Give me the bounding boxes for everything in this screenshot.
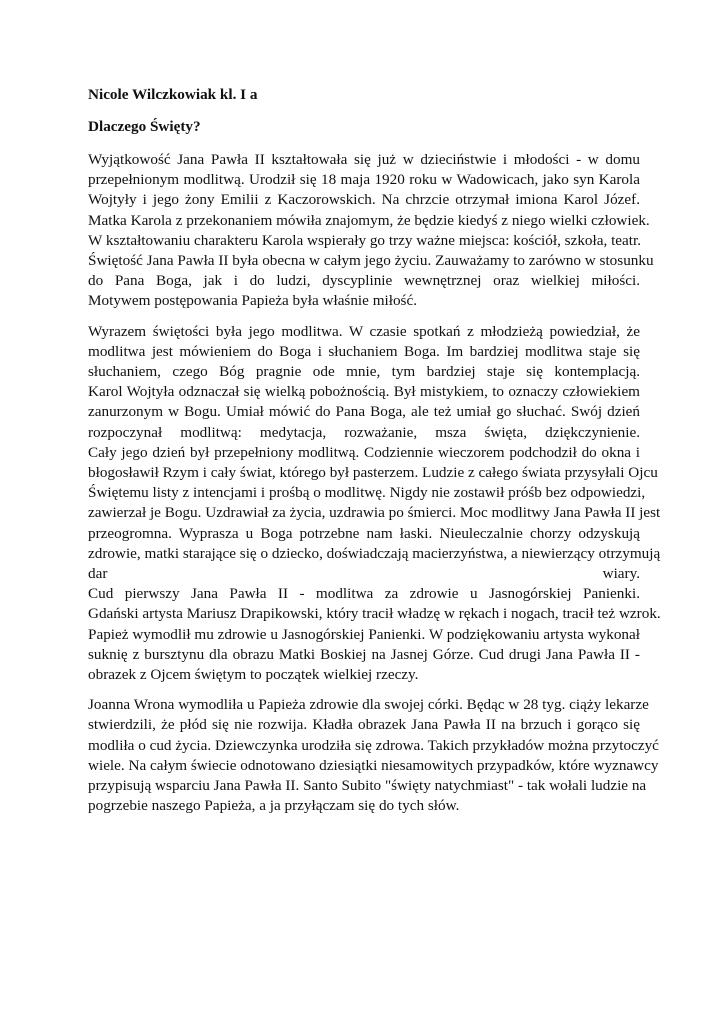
paragraph-3 [88, 695, 659, 816]
text-line: Joanna Wrona wymodliła u Papieża zdrowie dla swojej córki. Będąc w 28 tyg. ciąży lekarze [88, 696, 649, 714]
paragraph-2 [88, 322, 661, 686]
text-line: zawierzał je Bogu. Uzdrawiał za życia, uzdrawia po śmierci. Moc modlitwy Jana Pawła II jest [88, 504, 661, 522]
text-line: Gdański artysta Mariusz Drapikowski, który tracił władzę w rękach i nogach, tracił też wzrok. [88, 605, 661, 623]
text-line: W kształtowaniu charakteru Karola wspierały go trzy ważne miejsca: kościół, szkoła, teatr. [88, 231, 642, 249]
author-line: Nicole Wilczkowiak kl. I a [88, 86, 258, 103]
text-line: dar wiary. [88, 565, 640, 583]
text-line: Motywem postępowania Papieża była właśnie miłość. [88, 292, 417, 310]
text-line: do Pana Boga, jak i do ludzi, dyscyplinie wewnętrznej oraz wielkiej miłości. [88, 272, 640, 290]
text-line: przypisują wsparciu Jana Pawła II. Santo Subito "święty natychmiast" - tak wołali ludzie na [88, 777, 647, 795]
text-line: zdrowie, matki starające się o dziecko, doświadczają macierzyństwa, a niewierzący otrzymują [88, 544, 661, 562]
text-line: modlitwa jest mówieniem do Boga i słuchaniem Boga. Im bardziej modlitwa staje się [88, 342, 640, 360]
text-line: modliła o cud życia. Dziewczynka urodziła się zdrowa. Takich przykładów można przytoczyć [88, 736, 659, 754]
text-line: Wojtyły i jego żony Emilii z Kaczorowskich. Na chrzcie otrzymał imiona Karol Józef. [88, 191, 640, 209]
text-line: Papież wymodlił mu zdrowie u Jasnogórskiej Panienki. W podziękowaniu artysta wykonał [88, 625, 640, 643]
paragraph-1 [88, 150, 654, 312]
text-line: wiele. Na całym świecie odnotowano dziesiątki niesamowitych przypadków, które wyznawcy [88, 756, 659, 774]
text-line: zanurzonym w Bogu. Umiał mówić do Pana Boga, ale też umiał go słuchać. Swój dzień [88, 403, 640, 421]
text-line: rozpoczynał modlitwą: medytacja, rozważanie, msza święta, dziękczynienie. [88, 423, 640, 441]
text-line: Świętemu listy z intencjami i prośbą o modlitwę. Nigdy nie zostawił próśb bez odpowiedzi, [88, 484, 646, 502]
text-line: Cały jego dzień był przepełniony modlitwą. Codziennie wieczorem podchodził do okna i [88, 443, 640, 461]
text-line: słuchaniem, czego Bóg pragnie ode mnie, tym bardziej staje się kontemplacją. [88, 363, 640, 381]
text-line: błogosławił Rzym i cały świat, którego był pasterzem. Ludzie z całego świata przysyłali Ojcu [88, 464, 658, 482]
document-page [88, 85, 661, 827]
text-line: suknię z bursztynu dla obrazu Matki Boskiej na Jasnej Górze. Cud drugi Jana Pawła II - [88, 645, 640, 663]
text-line: Cud pierwszy Jana Pawła II - modlitwa za zdrowie u Jasnogórskiej Panienki. [88, 585, 640, 603]
text-line: przeogromna. Wyprasza u Boga potrzebne nam łaski. Nieuleczalnie chorzy odzyskują [88, 524, 640, 542]
text-line: Matka Karola z przekonaniem mówiła znajomym, że będzie kiedyś z niego wielki człowiek. [88, 211, 650, 229]
document-title: Dlaczego Święty? [88, 118, 201, 135]
text-line: Świętość Jana Pawła II była obecna w całym jego życiu. Zauważamy to zarówno w stosunku [88, 252, 654, 270]
text-line: obrazek z Ojcem świętym to początek wielkiej rzeczy. [88, 666, 419, 684]
text-line: Wyjątkowość Jana Pawła II kształtowała się już w dzieciństwie i młodości - w domu [88, 151, 640, 168]
text-line: pogrzebie naszego Papieża, a ja przyłączam się do tych słów. [88, 797, 460, 815]
text-line: przepełnionym modlitwą. Urodził się 18 maja 1920 roku w Wadowicach, jako syn Karola [88, 171, 640, 189]
text-line: Wyrazem świętości była jego modlitwa. W czasie spotkań z młodzieżą powiedział, że [88, 322, 640, 340]
text-line: stwierdzili, że płód się nie rozwija. Kładła obrazek Jana Pawła II na brzuch i gorąco się [88, 716, 640, 734]
text-line: Karol Wojtyła odznaczał się wielką pobożnością. Był mistykiem, to oznaczy człowiekiem [88, 383, 640, 401]
